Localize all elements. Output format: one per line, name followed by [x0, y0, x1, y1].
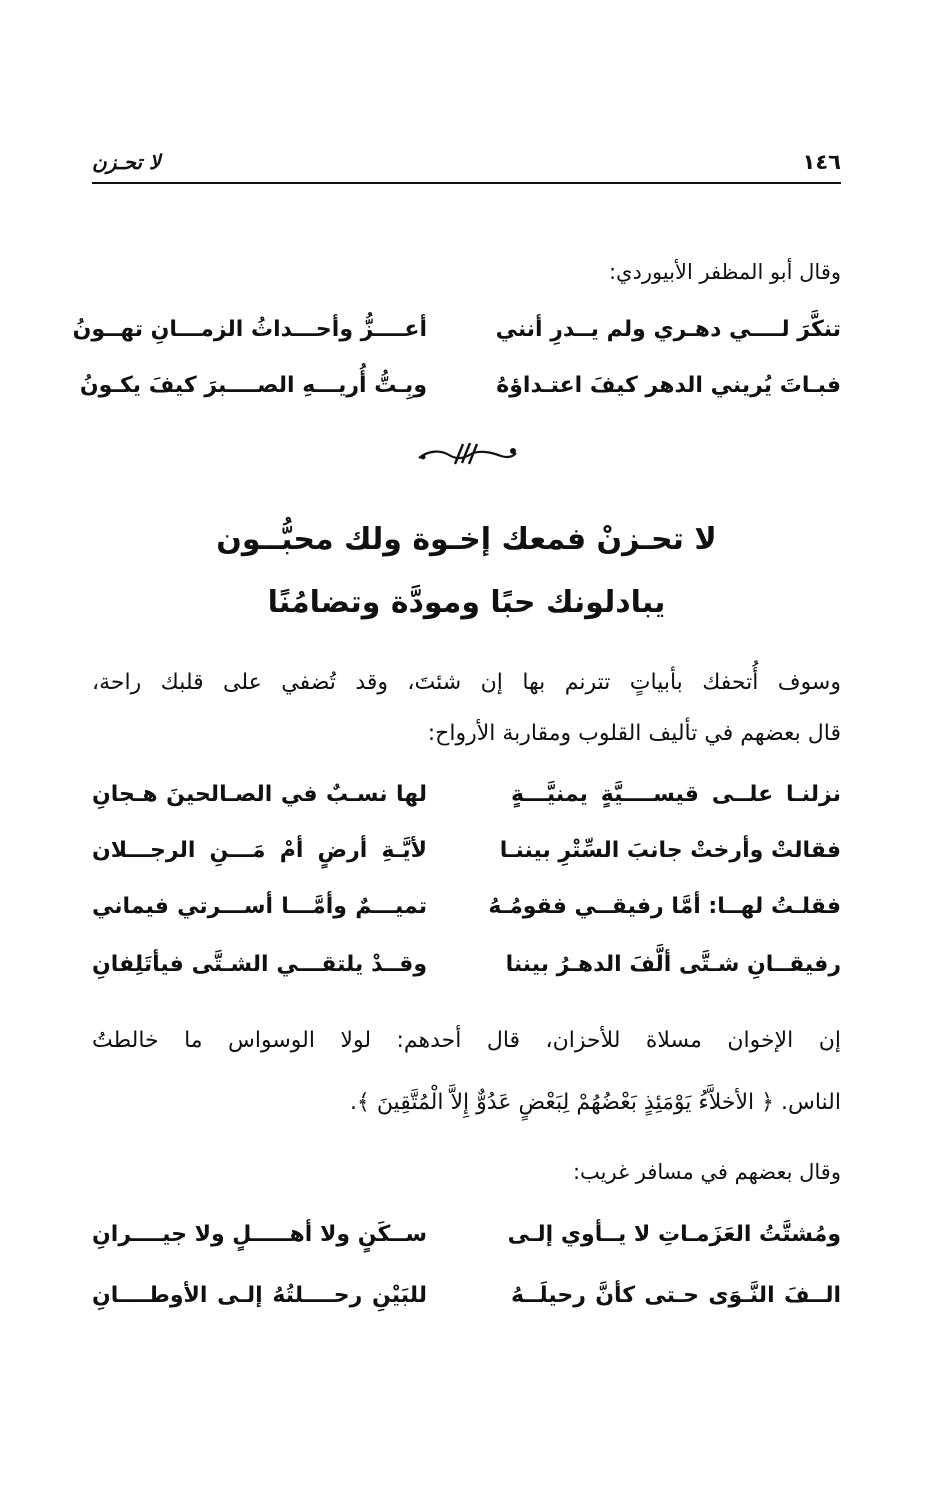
poem-intro-abu-muzaffar: وقال أبو المظفر الأبيوردي:	[608, 260, 841, 284]
paragraph-line-quran-verse: الناس. ﴿ الأخلاَّءُ يَوْمَئِذٍ بَعْضُهُمْ لِبَعْضٍ عَدُوٌّ إِلاَّ الْمُتَّقِينَ ﴾.	[349, 1090, 841, 1115]
verse-second-hemistich: وقــدْ يلتقـــي الشـتَّى فيأتَلِفانِ	[92, 952, 427, 977]
verse-first-hemistich: رفيقــانِ شـتَّى ألَّفَ الدهـرُ بيننا	[505, 952, 841, 977]
poem2-verse	[92, 838, 841, 872]
poem1-verse	[79, 373, 841, 407]
running-header	[92, 150, 841, 184]
poem1-verse	[72, 317, 841, 351]
verse-first-hemistich: ومُشتَّتُ العَزَمـاتِ لا يــأوي إلـى	[507, 1222, 841, 1247]
poem2-verse	[92, 782, 841, 816]
section-heading-line1: لا تحـزنْ فمعك إخـوة ولك محبُّــون	[216, 522, 717, 557]
verse-first-hemistich: فقالتْ وأرختْ جانبَ السِّتْرِ بيننـا	[499, 838, 841, 863]
verse-second-hemistich: لها نسـبٌ في الصـالحينَ هـجانِ	[92, 782, 427, 807]
verse-second-hemistich: أعــــزُّ وأحـــداثُ الزمـــانِ تهــونُ	[72, 317, 427, 342]
poem-intro-traveler: وقال بعضهم في مسافر غريب:	[572, 1160, 841, 1184]
verse-second-hemistich: تميـــمٌ وأمَّـــا أســـرتي فيماني	[92, 894, 427, 919]
verse-first-hemistich: فقلـتُ لهــا: أمَّا رفيقــي فقومُـهُ	[488, 894, 841, 919]
verse-first-hemistich: نزلنـا علــى قيســــيَّةٍ يمنيَّـــةٍ	[511, 782, 841, 807]
paragraph-line: قال بعضهم في تأليف القلوب ومقاربة الأرواح:	[427, 721, 841, 746]
verse-second-hemistich: ســكَنٍ ولا أهـــــلٍ ولا جيــــرانِ	[92, 1222, 427, 1247]
verse-second-hemistich: لأيَّـةِ أرضٍ أمْ مَـــنِ الرجـــلان	[92, 838, 427, 863]
poem3-verse	[92, 1222, 841, 1256]
book-title: لا تحـزن	[92, 150, 161, 174]
section-heading-line2: يبادلونك حبًا ومودَّة وتضامُنًا	[267, 585, 666, 620]
paragraph-line: وسوف أُتحفك بأبياتٍ تترنم بها إن شئتَ، وقد تُضفي على قلبك راحة،	[92, 670, 841, 695]
verse-first-hemistich: فبـاتَ يُريني الدهر كيفَ اعتـداؤهُ	[496, 373, 841, 398]
paragraph-line: إن الإخوان مسلاة للأحزان، قال أحدهم: لولا الوسواس ما خالطتُ	[92, 1028, 841, 1053]
verse-second-hemistich: وبِـتُّ أُريـــهِ الصــــبرَ كيفَ يكـونُ	[79, 373, 427, 398]
page-number: ١٤٦	[802, 150, 841, 174]
verse-second-hemistich: للبَيْنِ رحــــلتُهُ إلـى الأوطــــانِ	[92, 1283, 427, 1308]
divider-flourish-icon	[415, 438, 520, 468]
poem3-verse	[92, 1283, 841, 1317]
poem2-verse	[92, 952, 841, 986]
verse-first-hemistich: تنكَّرَ لــــي دهـري ولم يــدرِ أنني	[495, 317, 841, 342]
verse-first-hemistich: الــفَ النَّـوَى حـتى كأنَّ رحيلَــهُ	[511, 1283, 841, 1308]
poem2-verse	[92, 894, 841, 928]
